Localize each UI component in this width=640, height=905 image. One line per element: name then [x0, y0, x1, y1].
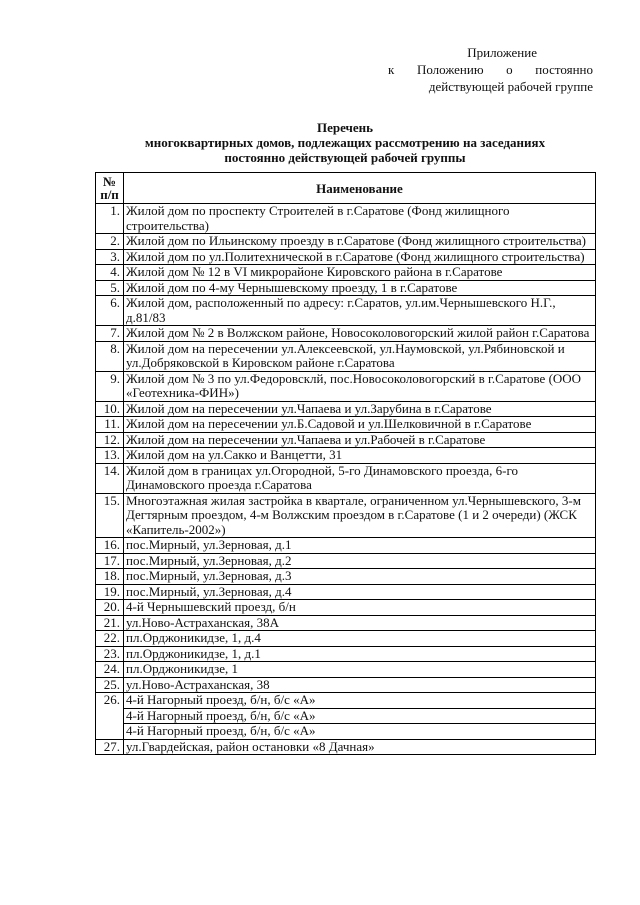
row-name: пос.Мирный, ул.Зерновая, д.3: [124, 569, 596, 585]
row-name: 4-й Нагорный проезд, б/н, б/с «А»: [124, 693, 596, 709]
row-name: Жилой дом № 2 в Волжском районе, Новосоколовогорский жилой район г.Саратова: [124, 326, 596, 342]
appendix-block: [388, 44, 593, 95]
appendix-line-2: к Положению о постоянно: [388, 62, 593, 77]
row-name: Многоэтажная жилая застройка в квартале, ограниченном ул.Чернышевского, 3-м Дегтярным проездом, 4-м Волжским проездом в г.Саратове (1 и 2 очереди) (ЖСК «Капитель-2002»): [124, 493, 596, 538]
row-name: пл.Орджоникидзе, 1, д.1: [124, 646, 596, 662]
table-row: [96, 693, 596, 709]
table-row: [96, 204, 596, 234]
row-number: 2.: [96, 234, 124, 250]
row-name: пл.Орджоникидзе, 1: [124, 662, 596, 678]
table-row: [96, 615, 596, 631]
table-row: [96, 739, 596, 755]
row-number: [96, 708, 124, 724]
row-name: Жилой дом по 4-му Чернышевскому проезду, 1 в г.Саратове: [124, 280, 596, 296]
document-title: [100, 120, 590, 165]
row-name: пл.Орджоникидзе, 1, д.4: [124, 631, 596, 647]
row-number: 10.: [96, 401, 124, 417]
header-num-line-2: п/п: [100, 187, 119, 202]
table-row: [96, 600, 596, 616]
row-number: 3.: [96, 249, 124, 265]
table-row: [96, 417, 596, 433]
row-name: 4-й Чернышевский проезд, б/н: [124, 600, 596, 616]
row-name: Жилой дом по проспекту Строителей в г.Саратове (Фонд жилищного строительства): [124, 204, 596, 234]
row-number: 26.: [96, 693, 124, 709]
row-number: 1.: [96, 204, 124, 234]
table-row: [96, 448, 596, 464]
row-name: Жилой дом по ул.Политехнической в г.Саратове (Фонд жилищного строительства): [124, 249, 596, 265]
table-row: [96, 265, 596, 281]
row-number: 24.: [96, 662, 124, 678]
row-name: Жилой дом на пересечении ул.Чапаева и ул.Рабочей в г.Саратове: [124, 432, 596, 448]
row-name: 4-й Нагорный проезд, б/н, б/с «А»: [124, 724, 596, 740]
table-row: [96, 296, 596, 326]
table-row: [96, 538, 596, 554]
row-name: Жилой дом № 12 в VI микрорайоне Кировского района в г.Саратове: [124, 265, 596, 281]
table-row: [96, 631, 596, 647]
table-row: [96, 569, 596, 585]
header-name: Наименование: [124, 173, 596, 204]
row-number: 19.: [96, 584, 124, 600]
row-name: Жилой дом по Ильинскому проезду в г.Саратове (Фонд жилищного строительства): [124, 234, 596, 250]
table-row: [96, 463, 596, 493]
row-number: 27.: [96, 739, 124, 755]
table-row: [96, 341, 596, 371]
table-row: [96, 662, 596, 678]
row-number: 11.: [96, 417, 124, 433]
row-number: 8.: [96, 341, 124, 371]
header-num-line-1: №: [102, 174, 117, 189]
row-number: 25.: [96, 677, 124, 693]
row-number: 12.: [96, 432, 124, 448]
row-number: 21.: [96, 615, 124, 631]
table-header-row: [96, 173, 596, 204]
row-number: 9.: [96, 371, 124, 401]
row-name: Жилой дом в границах ул.Огородной, 5-го Динамовского проезда, 6-го Динамовского проезда г.Саратова: [124, 463, 596, 493]
table-row: [96, 493, 596, 538]
title-line-2: многоквартирных домов, подлежащих рассмотрению на заседаниях: [144, 135, 546, 150]
row-name: Жилой дом на пересечении ул.Б.Садовой и ул.Шелковичной в г.Саратове: [124, 417, 596, 433]
table-row: [96, 724, 596, 740]
table-row: [96, 708, 596, 724]
row-number: 18.: [96, 569, 124, 585]
buildings-table: [95, 172, 596, 755]
row-number: 14.: [96, 463, 124, 493]
row-name: Жилой дом на пересечении ул.Алексеевской, ул.Наумовской, ул.Рябиновской и ул.Добряковской в Кировском районе г.Саратова: [124, 341, 596, 371]
row-name: ул.Гвардейская, район остановки «8 Дачная»: [124, 739, 596, 755]
table-row: [96, 249, 596, 265]
row-name: ул.Ново-Астраханская, 38А: [124, 615, 596, 631]
row-name: ул.Ново-Астраханская, 38: [124, 677, 596, 693]
row-number: 16.: [96, 538, 124, 554]
row-number: 4.: [96, 265, 124, 281]
row-name: Жилой дом, расположенный по адресу: г.Саратов, ул.им.Чернышевского Н.Г., д.81/83: [124, 296, 596, 326]
row-number: 6.: [96, 296, 124, 326]
row-name: пос.Мирный, ул.Зерновая, д.4: [124, 584, 596, 600]
title-line-1: Перечень: [316, 120, 374, 135]
table-row: [96, 326, 596, 342]
table-row: [96, 234, 596, 250]
row-number: 20.: [96, 600, 124, 616]
row-name: пос.Мирный, ул.Зерновая, д.1: [124, 538, 596, 554]
row-name: пос.Мирный, ул.Зерновая, д.2: [124, 553, 596, 569]
row-number: 7.: [96, 326, 124, 342]
title-line-3: постоянно действующей рабочей группы: [224, 150, 466, 165]
row-number: 23.: [96, 646, 124, 662]
table-row: [96, 371, 596, 401]
appendix-line-3: действующей рабочей группе: [428, 79, 593, 94]
row-name: Жилой дом № 3 по ул.Федоровсклй, пос.Новосоколовогорский в г.Саратове (ООО «Геотехника-ФИН»): [124, 371, 596, 401]
table-row: [96, 432, 596, 448]
table-row: [96, 553, 596, 569]
table-row: [96, 584, 596, 600]
header-num: [96, 173, 124, 204]
row-number: [96, 724, 124, 740]
row-name: Жилой дом на ул.Сакко и Ванцетти, 31: [124, 448, 596, 464]
table-row: [96, 401, 596, 417]
row-number: 13.: [96, 448, 124, 464]
appendix-line-1: Приложение: [467, 45, 537, 60]
table-row: [96, 677, 596, 693]
row-number: 17.: [96, 553, 124, 569]
row-name: 4-й Нагорный проезд, б/н, б/с «А»: [124, 708, 596, 724]
row-number: 22.: [96, 631, 124, 647]
row-name: Жилой дом на пересечении ул.Чапаева и ул.Зарубина в г.Саратове: [124, 401, 596, 417]
table-row: [96, 646, 596, 662]
row-number: 15.: [96, 493, 124, 538]
table-row: [96, 280, 596, 296]
row-number: 5.: [96, 280, 124, 296]
